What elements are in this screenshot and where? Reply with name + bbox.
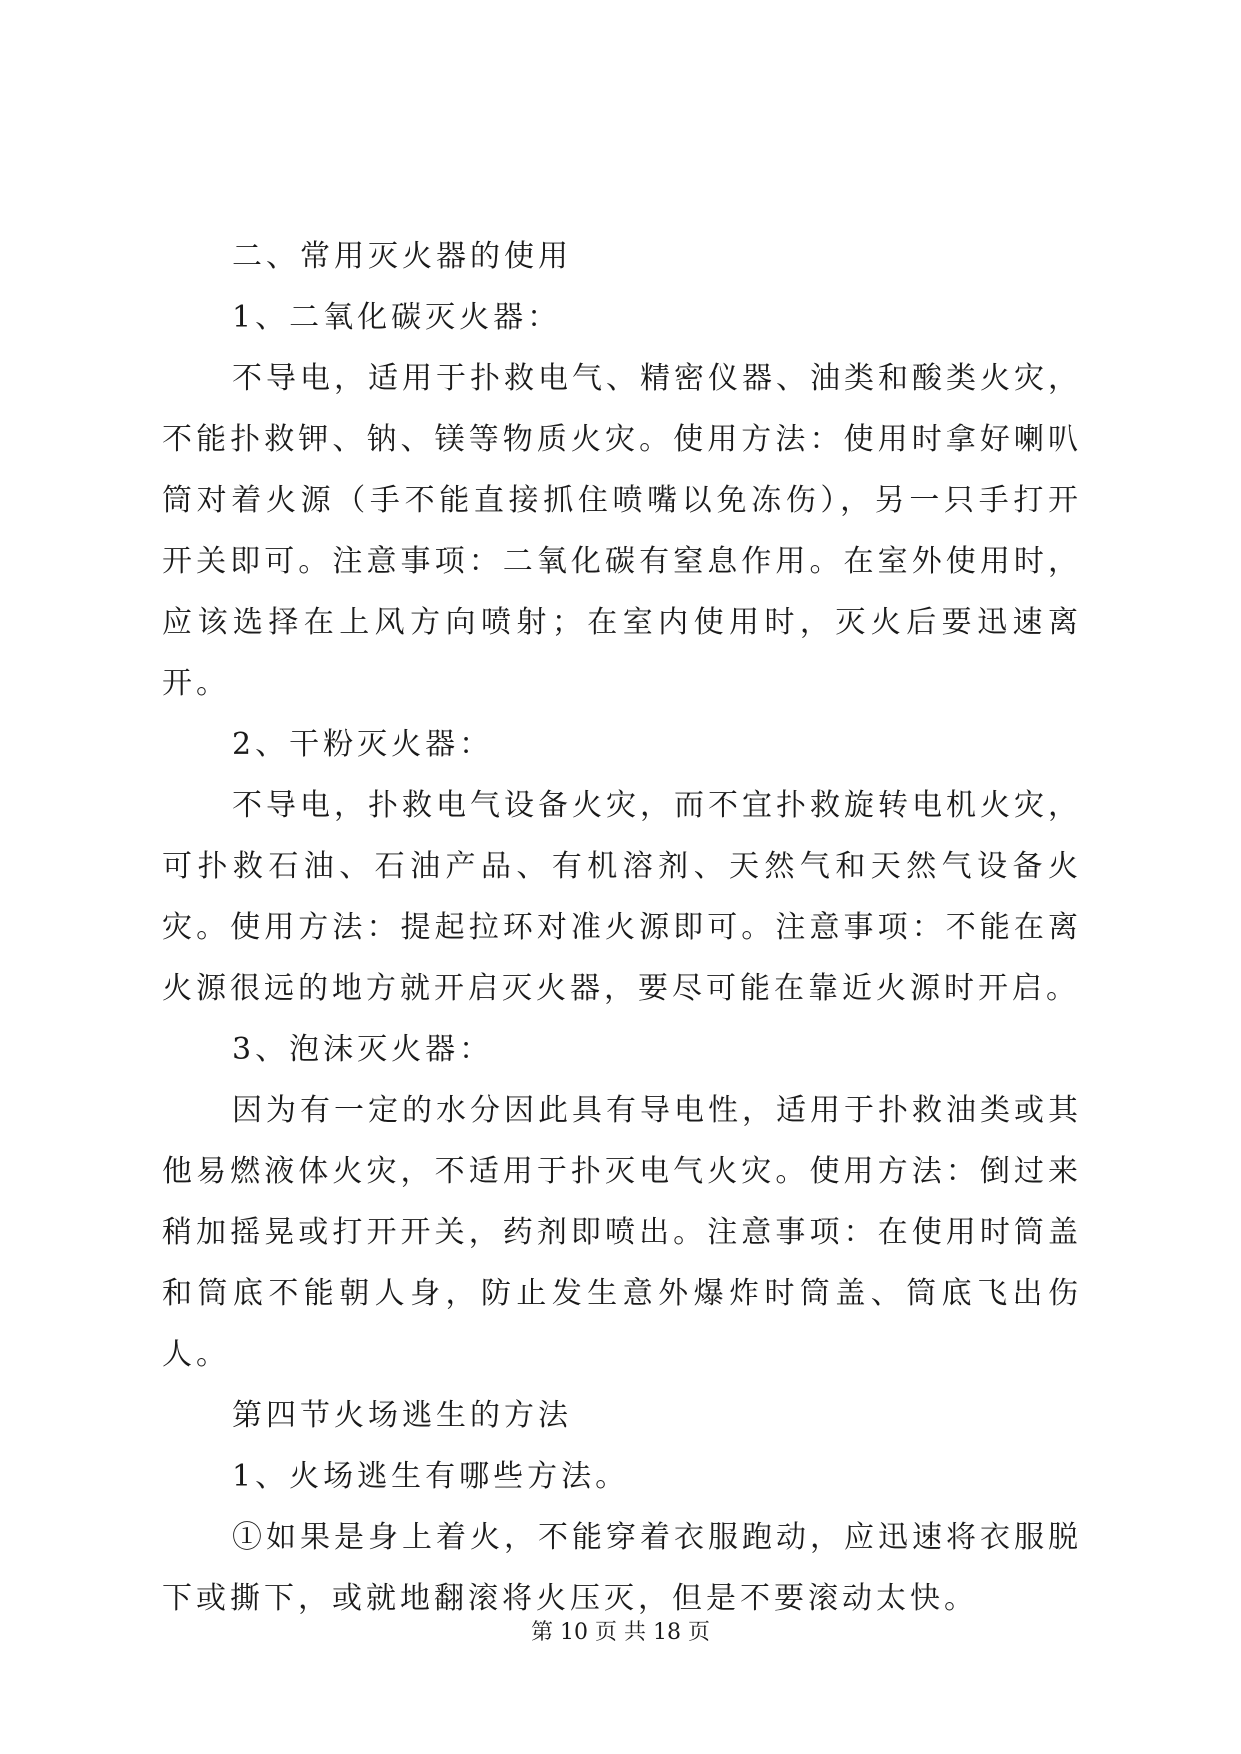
paragraph-dry-powder: 不导电，扑救电气设备火灾，而不宜扑救旋转电机火灾，可扑救石油、石油产品、有机溶剂、天然气和天然气设备火灾。使用方法：提起拉环对准火源即可。注意事项：不能在离火源很远的地方就开启灭火器，要尽可能在靠近火源时开启。 bbox=[162, 788, 1082, 1006]
paragraph-escape-method-1: ①如果是身上着火，不能穿着衣服跑动，应迅速将衣服脱下或撕下，或就地翻滚将火压灭，但是不要滚动太快。 bbox=[162, 1520, 1082, 1616]
paragraph-foam: 因为有一定的水分因此具有导电性，适用于扑救油类或其他易燃液体火灾，不适用于扑灭电气火灾。使用方法：倒过来稍加摇晃或打开开关，药剂即喷出。注意事项：在使用时筒盖和筒底不能朝人身，防止发生意外爆炸时筒盖、筒底飞出伤人。 bbox=[162, 1093, 1082, 1372]
subsection-heading-escape-methods: 1、火场逃生有哪些方法。 bbox=[232, 1459, 630, 1494]
page-number-footer: 第 10 页 共 18 页 bbox=[531, 1620, 710, 1645]
document-body bbox=[162, 226, 1082, 1629]
section-heading: 二、常用灭火器的使用 bbox=[232, 239, 572, 274]
subsection-heading-co2: 1、二氧化碳灭火器： bbox=[232, 300, 562, 335]
subsection-heading-foam: 3、泡沫灭火器： bbox=[232, 1032, 494, 1067]
subsection-heading-dry-powder: 2、干粉灭火器： bbox=[232, 727, 494, 762]
section-heading-escape: 第四节火场逃生的方法 bbox=[232, 1398, 572, 1433]
paragraph-co2: 不导电，适用于扑救电气、精密仪器、油类和酸类火灾，不能扑救钾、钠、镁等物质火灾。使用方法：使用时拿好喇叭筒对着火源（手不能直接抓住喷嘴以免冻伤），另一只手打开开关即可。注意事项：二氧化碳有窒息作用。在室外使用时，应该选择在上风方向喷射；在室内使用时，灭火后要迅速离开。 bbox=[162, 361, 1082, 701]
